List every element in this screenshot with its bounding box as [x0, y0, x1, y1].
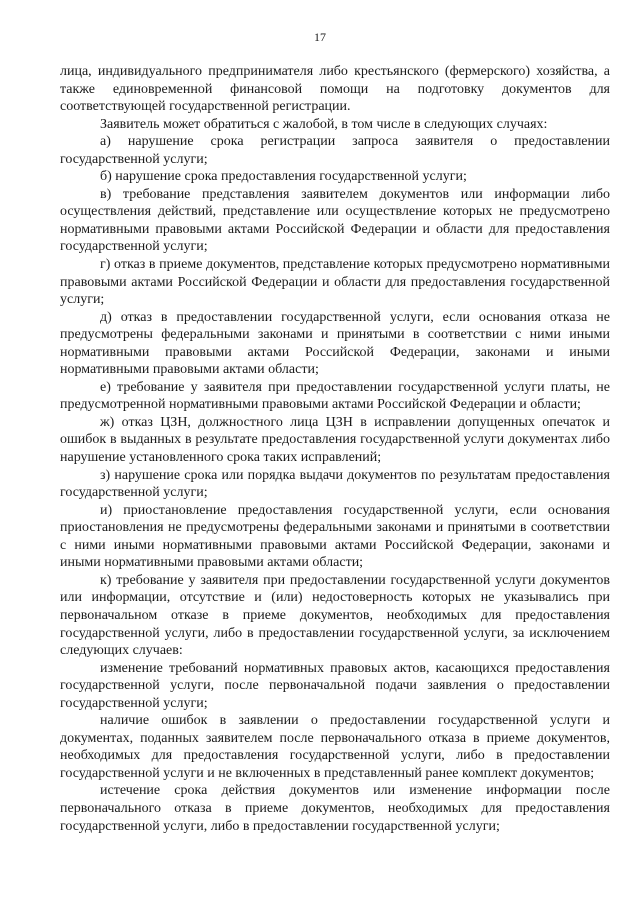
document-body: [60, 63, 610, 835]
paragraph-complaint-intro: Заявитель может обратиться с жалобой, в том числе в следующих случаях:: [100, 116, 548, 132]
list-item-zh: ж) отказ ЦЗН, должностного лица ЦЗН в исправлении допущенных опечаток и ошибок в выданных в результате предоставления государственной услуги документах либо нарушение установленного срока таких исправлений;: [60, 414, 610, 466]
exception-item-2: наличие ошибок в заявлении о предоставлении государственной услуги и документах, поданных заявителем после первоначального отказа в приеме документов, необходимых для предоставления государственной услуги, либо в предоставлении государственной услуги и не включенных в представленный ранее комплект документов;: [60, 713, 610, 781]
list-item-e: е) требование у заявителя при предоставлении государственной услуги платы, не предусмотренной нормативными правовыми актами Российской Федерации и области;: [60, 379, 610, 413]
list-item-a: а) нарушение срока регистрации запроса заявителя о предоставлении государственной услуги;: [60, 134, 610, 167]
list-item-b: б) нарушение срока предоставления государственной услуги;: [100, 169, 467, 185]
list-item-k: к) требование у заявителя при предоставлении государственной услуги документов или информации, отсутствие и (или) недостоверность которых не указывались при первоначальном отказе в приеме документов, необходимых для предоставления государственной услуги, либо в предоставлении государственной услуги, за исключением следующих случаев:: [60, 572, 610, 659]
list-item-d: д) отказ в предоставлении государственной услуги, если основания отказа не предусмотрены федеральными законами и принятыми в соответствии с ними иными нормативными правовыми актами Российской Федерации, законами и иными нормативными правовыми актами области;: [60, 309, 610, 378]
exception-item-3: истечение срока действия документов или изменение информации после первоначального отказа в приеме документов, необходимых для предоставления государственной услуги, либо в предоставлении государственной услуги;: [60, 783, 610, 834]
list-item-z: з) нарушение срока или порядка выдачи документов по результатам предоставления государственной услуги;: [60, 467, 610, 501]
list-item-g: г) отказ в приеме документов, представление которых предусмотрено нормативными правовыми актами Российской Федерации и области для предоставления государственной услуги;: [60, 257, 610, 308]
list-item-i: и) приостановление предоставления государственной услуги, если основания приостановления не предусмотрены федеральными законами и принятыми в соответствии с ними иными нормативными правовыми актами Российской Федерации, законами и иными нормативными правовыми актами области;: [60, 502, 610, 571]
list-item-v: в) требование представления заявителем документов или информации либо осуществления действий, представление или осуществление которых не предусмотрено нормативными правовыми актами Российской Федерации и области для предоставления государственной услуги;: [60, 186, 610, 255]
paragraph-continuation: лица, индивидуального предпринимателя либо крестьянского (фермерского) хозяйства, а также единовременной финансовой помощи на подготовку документов для соответствующей государственной регистрации.: [60, 64, 610, 115]
exception-item-1: изменение требований нормативных правовых актов, касающихся предоставления государственной услуги, после первоначальной подачи заявления о предоставлении государственной услуги;: [60, 660, 610, 711]
page-number: 17: [314, 30, 326, 44]
